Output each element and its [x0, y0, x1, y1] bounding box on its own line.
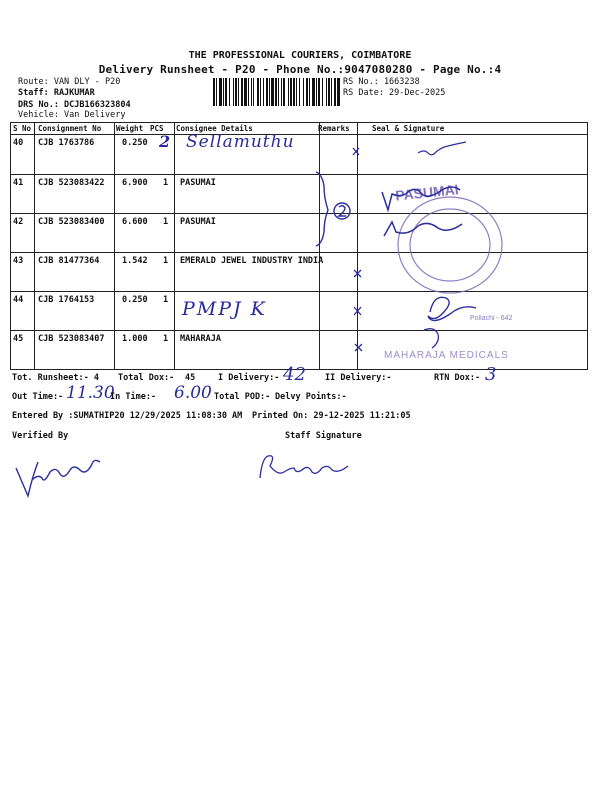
barcode-bar	[257, 78, 259, 106]
col-header-pcs: PCS	[150, 124, 164, 133]
row-sno: 40	[13, 138, 24, 148]
row-pcs: 1	[163, 256, 169, 266]
barcode-bar	[235, 78, 237, 106]
row-weight: 0.250	[122, 138, 148, 148]
i-delivery-label: I Delivery:-	[218, 373, 280, 383]
barcode-bar	[233, 78, 234, 106]
col-header-consignment: Consignment No	[38, 124, 102, 133]
barcode-bar	[328, 78, 330, 106]
barcode-bar	[312, 78, 315, 106]
barcode-bar	[299, 78, 300, 106]
col-header-sno: S No	[13, 124, 32, 133]
barcode-bar	[334, 78, 336, 106]
barcode-bar	[283, 78, 285, 106]
col-header-weight: Weight	[116, 124, 144, 133]
out-time-label: Out Time:-	[12, 392, 64, 402]
printed-on: Printed On: 29-12-2025 11:21:05	[252, 411, 411, 421]
entered-by: Entered By :SUMATHIP20 12/29/2025 11:08:30 AM	[12, 411, 243, 421]
barcode-bar	[216, 78, 217, 106]
staff-signature-label: Staff Signature	[285, 431, 362, 441]
total-dox-value: 45	[185, 373, 196, 383]
barcode-bar	[290, 78, 292, 106]
total-pod-label: Total POD:-	[214, 392, 271, 402]
row-consignee: MAHARAJA	[180, 334, 221, 344]
row-sno: 41	[13, 178, 24, 188]
staff-text: Staff: RAJKUMAR	[18, 88, 95, 98]
col-header-remarks: Remarks	[318, 124, 350, 133]
delvy-points-label: Delvy Points:-	[275, 392, 347, 402]
row-sno: 42	[13, 217, 24, 227]
barcode-bar	[293, 78, 295, 106]
barcode-bar	[275, 78, 277, 106]
row-consignee: PASUMAI	[180, 178, 216, 188]
row-consignee: PASUMAI	[180, 217, 216, 227]
barcode-bar	[281, 78, 282, 106]
barcode-bar	[322, 78, 323, 106]
row-weight: 1.000	[122, 334, 148, 344]
barcode-bar	[241, 78, 243, 106]
route-text: Route: VAN DLY - P20	[18, 77, 121, 87]
company-title: THE PROFESSIONAL COURIERS, COIMBATORE	[188, 50, 412, 61]
barcode-bar	[238, 78, 239, 106]
row-weight: 6.900	[122, 178, 148, 188]
row-consignment: CJB 1763786	[38, 138, 95, 148]
barcode-bar	[303, 78, 304, 106]
runsheet-subtitle: Delivery Runsheet - P20 - Phone No.:9047080280 - Page No.:4	[98, 63, 502, 76]
row-consignment: CJB 1764153	[38, 295, 95, 305]
barcode-bar	[337, 78, 340, 106]
barcode-bar	[316, 78, 317, 106]
row-consignment: CJB 81477364	[38, 256, 100, 266]
pollachi-stamp-text: Pollachi - 642	[470, 315, 513, 322]
ii-delivery-label: II Delivery:-	[325, 373, 392, 383]
row-sno: 44	[13, 295, 24, 305]
row-pcs: 1	[163, 217, 169, 227]
staff-signature	[256, 448, 366, 488]
barcode-bar	[271, 78, 274, 106]
col-header-seal-signature: Seal & Signature	[372, 124, 445, 133]
row-weight: 6.600	[122, 217, 148, 227]
out-time-value: 11.30	[66, 383, 115, 403]
barcode-bar	[266, 78, 268, 106]
barcode-bar	[269, 78, 270, 106]
barcode-bar	[248, 78, 249, 106]
barcode-bar	[318, 78, 320, 106]
row-consignment: CJB 523083407	[38, 334, 105, 344]
barcode-bar	[251, 78, 252, 106]
barcode-bar	[306, 78, 308, 106]
barcode-bar	[244, 78, 247, 106]
barcode-bar	[331, 78, 332, 106]
barcode-bar	[219, 78, 222, 106]
row-pcs: 1	[163, 334, 169, 344]
row-consignee-handwritten: PMPJ K	[182, 298, 267, 320]
barcode-bar	[260, 78, 261, 106]
in-time-label: In Time:-	[110, 392, 157, 402]
barcode-bar	[213, 78, 215, 106]
row-consignment: CJB 523083422	[38, 178, 105, 188]
verified-by-label: Verified By	[12, 431, 69, 441]
drs-number: DRS No.: DCJB166323804	[18, 100, 131, 110]
row-pcs: 1	[163, 178, 169, 188]
row-weight: 1.542	[122, 256, 148, 266]
barcode-bar	[309, 78, 310, 106]
runsheet-table	[10, 122, 588, 370]
barcode	[213, 78, 339, 106]
in-time-value: 6.00	[174, 383, 212, 403]
barcode-bar	[229, 78, 230, 106]
barcode-bar	[326, 78, 327, 106]
barcode-bar	[223, 78, 224, 106]
total-dox-label: Total Dox:-	[118, 373, 175, 383]
row-pcs-handwritten: 2	[159, 132, 171, 151]
row-sno: 43	[13, 256, 24, 266]
rs-date: RS Date: 29-Dec-2025	[343, 88, 446, 98]
row-sno: 45	[13, 334, 24, 344]
rtn-dox-label: RTN Dox:-	[434, 373, 481, 383]
maharaja-stamp-text: MAHARAJA MEDICALS	[384, 350, 509, 361]
rs-number: RS No.: 1663238	[343, 77, 420, 87]
col-header-consignee: Consignee Details	[176, 124, 253, 133]
barcode-bar	[296, 78, 297, 106]
row-weight: 0.250	[122, 295, 148, 305]
i-delivery-value: 42	[283, 364, 306, 385]
row-consignment: CJB 523083400	[38, 217, 105, 227]
pasumai-stamp-text: PASUMAI	[394, 181, 460, 204]
barcode-bar	[278, 78, 279, 106]
row-consignee: EMERALD JEWEL INDUSTRY INDIA	[180, 256, 324, 266]
rtn-dox-value: 3	[485, 364, 497, 385]
tot-runsheet: Tot. Runsheet:- 4	[12, 373, 99, 383]
barcode-bar	[253, 78, 254, 106]
barcode-bar	[288, 78, 289, 106]
row-consignee-handwritten: Sellamuthu	[186, 132, 295, 152]
verified-signature	[12, 446, 132, 496]
barcode-bar	[225, 78, 227, 106]
barcode-bar	[263, 78, 264, 106]
row-pcs: 1	[163, 295, 169, 305]
vehicle-text: Vehicle: Van Delivery	[18, 110, 126, 120]
